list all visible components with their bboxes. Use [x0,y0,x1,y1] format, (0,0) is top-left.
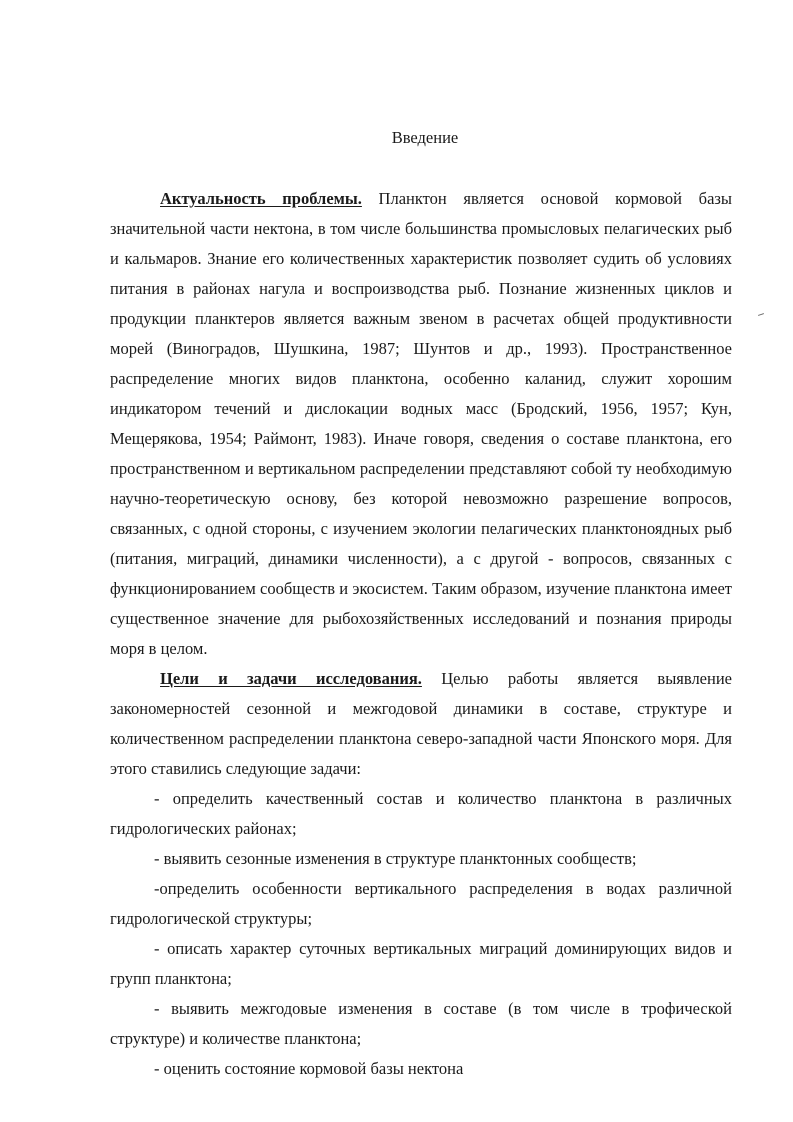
paragraph-goals-text: Целью работы является выявление закономерностей сезонной и межгодовой динамики в составе, структуре и количественном распределении планктона северо-западной части Японского моря. Для этого ставились следующие задачи: [110,669,732,778]
section-heading-relevance: Актуальность проблемы. [160,189,362,208]
document-body [110,184,732,1084]
paragraph-relevance [110,184,732,664]
task-list [110,784,732,1084]
task-item: - описать характер суточных вертикальных миграций доминирующих видов и групп планктона; [110,939,732,988]
page-title: Введение [391,128,459,147]
task-item: - выявить сезонные изменения в структуре планктонных сообществ; [154,849,637,868]
scan-speck [758,313,764,316]
section-heading-goals: Цели и задачи исследования. [160,669,422,688]
task-item: - оценить состояние кормовой базы нектона [154,1059,464,1078]
task-item: - выявить межгодовые изменения в составе (в том числе в трофической структуре) и количестве планктона; [110,999,732,1048]
task-item: - определить качественный состав и количество планктона в различных гидрологических районах; [110,789,732,838]
paragraph-goals [110,664,732,784]
paragraph-relevance-text: Планктон является основой кормовой базы значительной части нектона, в том числе большинства промысловых пелагических рыб и кальмаров. Знание его количественных характеристик позволяет судить об условиях питания в районах нагула и воспроизводства рыб. Познание жизненных циклов и продукции планктеров является важным звеном в расчетах общей продуктивности морей (Виноградов, Шушкина, 1987; Шунтов и др., 1993). Пространственное распределение многих видов планктона, особенно каланид, служит хорошим индикатором течений и дислокации водных масс (Бродский, 1956, 1957; Кун, Мещерякова, 1954; Раймонт, 1983). Иначе говоря, сведения о составе планктона, его пространственном и вертикальном распределении представляют собой ту необходимую научно-теоретическую основу, без которой невозможно разрешение вопросов, связанных, с одной стороны, с изучением экологии пелагических планктоноядных рыб (питания, миграций, динамики численности), а с другой - вопросов, связанных с функционированием сообществ и экосистем. Таким образом, изучение планктона имеет существенное значение для рыбохозяйственных исследований и познания природы моря в целом. [110,189,732,658]
task-item: -определить особенности вертикального распределения в водах различной гидрологической структуры; [110,879,732,928]
